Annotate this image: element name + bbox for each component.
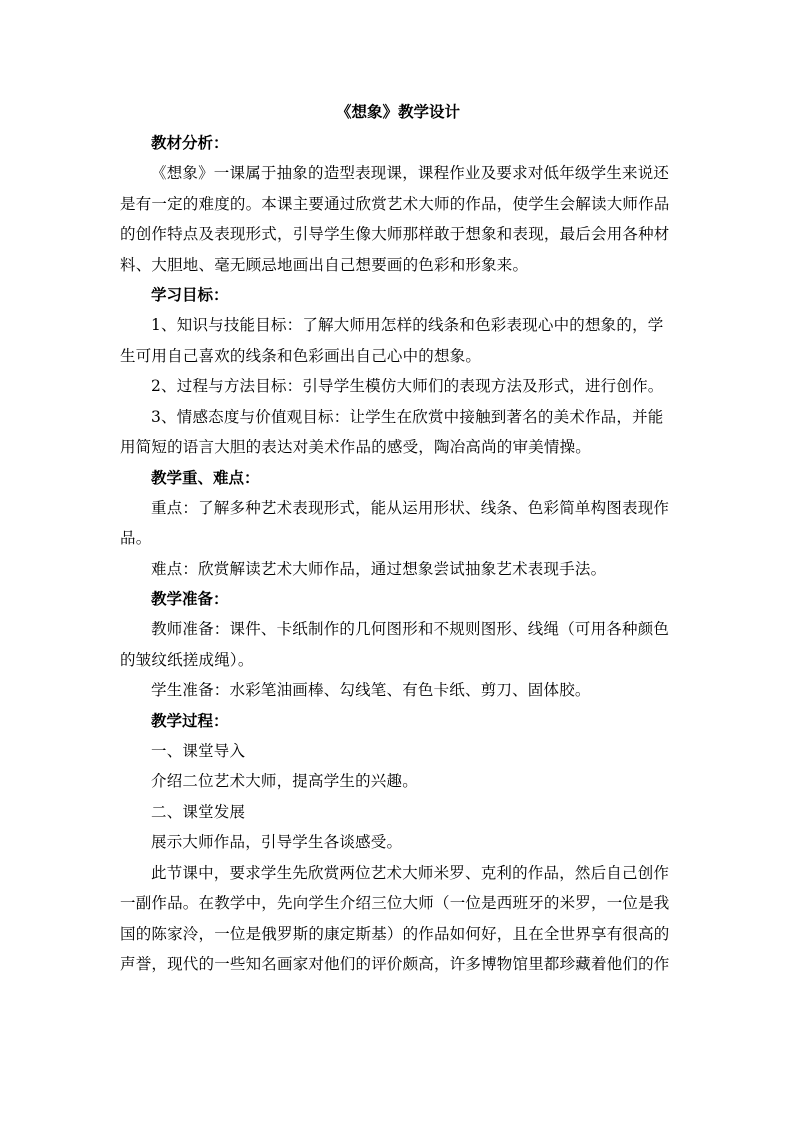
section-heading-process: 教学过程： bbox=[151, 710, 229, 730]
text-line: 此节课中，要求学生先欣赏两位艺术大师米罗、克利的作品，然后自己创作 bbox=[151, 863, 670, 882]
text-line: 教师准备：课件、卡纸制作的几何图形和不规则图形、线绳（可用各种颜色 bbox=[151, 620, 670, 638]
process-item bbox=[120, 858, 676, 980]
text-line: 品。 bbox=[120, 529, 152, 547]
text-line: 学生准备：水彩笔油画棒、勾线笔、有色卡纸、剪刀、固体胶。 bbox=[151, 681, 591, 699]
text-line: 二、课堂发展 bbox=[151, 802, 246, 821]
text-line: 一副作品。在教学中，先向学生介绍三位大师（一位是西班牙的米罗，一位是我 bbox=[120, 894, 670, 912]
text-line: 是有一定的难度的。本课主要通过欣赏艺术大师的作品，使学生会解读大师作品 bbox=[120, 194, 670, 213]
text-line: 介绍二位艺术大师，提高学生的兴趣。 bbox=[151, 772, 418, 790]
text-line: 用简短的语言大胆的表达对美术作品的感受，陶冶高尚的审美情操。 bbox=[120, 438, 592, 456]
text-line: 2、过程与方法目标：引导学生模仿大师们的表现方法及形式，进行创作。 bbox=[151, 377, 664, 395]
section-heading-preparation: 教学准备： bbox=[151, 589, 229, 608]
section-heading-goals: 学习目标： bbox=[151, 285, 229, 304]
text-line: 料、大胆地、毫无顾忌地画出自己想要画的色彩和形象来。 bbox=[120, 255, 529, 274]
text-line: 《想象》一课属于抽象的造型表现课，课程作业及要求对低年级学生来说还 bbox=[151, 164, 670, 182]
goal-item bbox=[120, 371, 676, 402]
text-line: 难点：欣赏解读艺术大师作品，通过想象尝试抽象艺术表现手法。 bbox=[151, 559, 607, 578]
text-line: 1、知识与技能目标：了解大师用怎样的线条和色彩表现心中的想象的，学 bbox=[151, 316, 664, 334]
analysis-paragraph bbox=[120, 158, 676, 280]
process-item bbox=[120, 797, 676, 828]
text-line: 国的陈家泠，一位是俄罗斯的康定斯基）的作品如何好，且在全世界享有很高的 bbox=[120, 924, 670, 943]
text-line: 的创作特点及表现形式，引导学生像大师那样敢于想象和表现，最后会用各种材 bbox=[120, 225, 670, 243]
text-line: 3、情感态度与价值观目标：让学生在欣赏中接触到著名的美术作品，并能 bbox=[151, 407, 664, 426]
section-heading-keypoints: 教学重、难点： bbox=[151, 467, 260, 487]
preparation-item bbox=[120, 675, 676, 706]
process-item bbox=[120, 736, 676, 767]
text-line: 的皱纹纸搓成绳）。 bbox=[120, 650, 254, 669]
document-title: 《想象》教学设计 bbox=[335, 102, 460, 121]
keypoint-item bbox=[120, 554, 676, 585]
document-page bbox=[120, 95, 676, 980]
process-item bbox=[120, 766, 676, 797]
goal-item bbox=[120, 310, 676, 371]
keypoint-item bbox=[120, 493, 676, 554]
text-line: 生可用自己喜欢的线条和色彩画出自己心中的想象。 bbox=[120, 346, 482, 365]
text-line: 声誉，现代的一些知名画家对他们的评价颇高，许多博物馆里都珍藏着他们的作 bbox=[120, 955, 670, 973]
text-line: 一、课堂导入 bbox=[151, 741, 246, 760]
text-line: 重点：了解多种艺术表现形式，能从运用形状、线条、色彩简单构图表现作 bbox=[151, 498, 670, 517]
section-heading-analysis: 教材分析： bbox=[151, 133, 229, 152]
text-line: 展示大师作品，引导学生各谈感受。 bbox=[151, 833, 403, 851]
goal-item bbox=[120, 402, 676, 463]
preparation-item bbox=[120, 614, 676, 675]
process-item bbox=[120, 827, 676, 858]
